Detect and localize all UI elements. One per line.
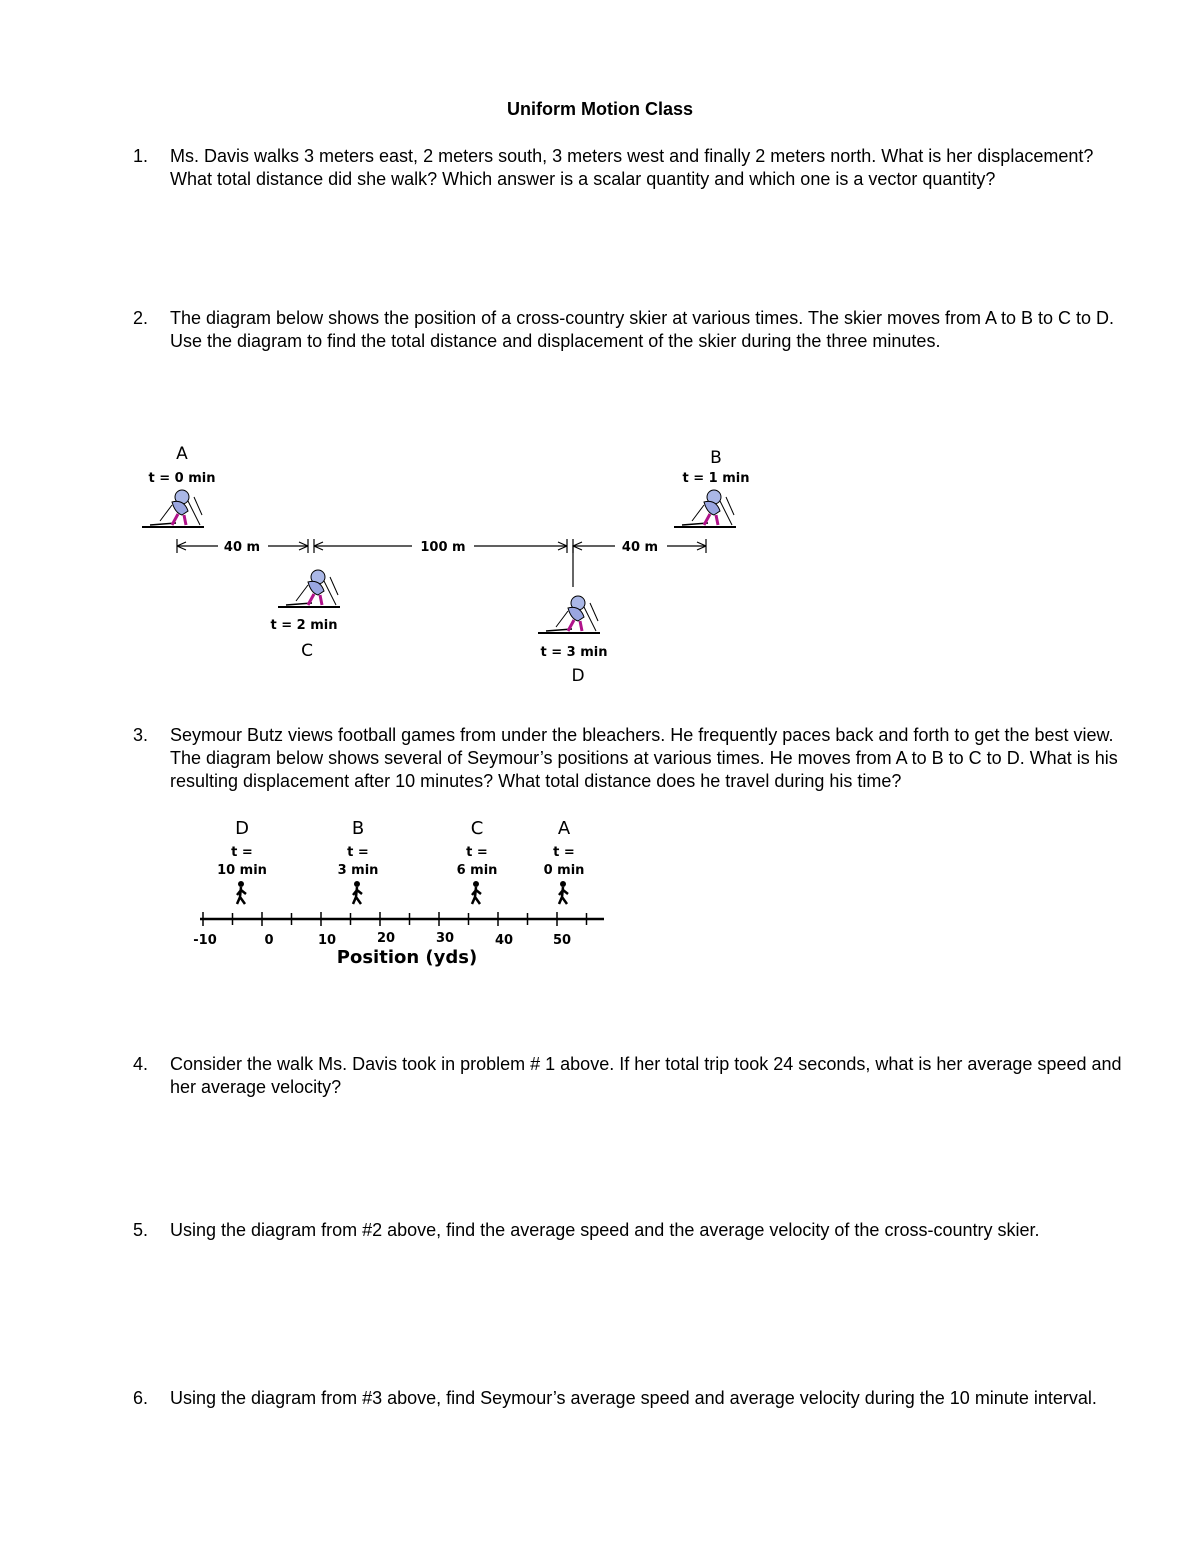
question-number: 6. [133,1388,149,1408]
walker-icon [237,881,246,904]
segment-label: 40 m [621,540,659,555]
point-label: A [176,444,188,464]
skier-point-a [142,444,216,527]
axis-label: Position (yds) [336,947,478,968]
skier-icon [674,490,736,527]
segment-label: 40 m [223,540,261,555]
question-number: 2. [133,308,149,328]
time-label: t = 2 min [270,618,338,633]
tick-label: 20 [376,931,396,946]
question-6 [133,1387,1123,1410]
tick-label: 50 [552,933,572,948]
time-label: 3 min [337,863,379,878]
skier-point-d [538,545,608,686]
question-number: 3. [133,725,149,745]
question-text: Using the diagram from #2 above, find the average speed and the average velocity of the cross-country skier. [170,1220,1040,1240]
time-equals: t = [347,845,369,860]
question-3 [133,724,1123,793]
skier-point-b [674,448,750,527]
time-label: 10 min [217,863,267,878]
point-label: B [710,448,722,468]
tick-label: 40 [494,933,514,948]
question-4 [133,1053,1123,1099]
question-text: Seymour Butz views football games from under the bleachers. He frequently paces back and forth to get the best view. The diagram below shows several of Seymour’s positions at various times. He moves from A to B to C to D. What is his resulting displacement after 10 minutes? What total distance does he travel during his time? [170,725,1118,791]
point-label: D [571,666,585,686]
tick-label: 10 [317,933,337,948]
tick-label: -10 [193,933,217,948]
question-number: 4. [133,1054,149,1074]
question-2 [133,307,1123,353]
point-label: A [557,818,571,839]
time-label: 0 min [543,863,585,878]
time-label: t = 1 min [682,471,750,486]
point-label: B [351,818,365,839]
skier-point-c [271,570,341,661]
time-equals: t = [231,845,253,860]
skier-icon [278,570,340,607]
point-label: C [470,818,484,839]
walker-icon [353,881,362,904]
question-text: Using the diagram from #3 above, find Seymour’s average speed and average velocity during the 10 minute interval. [170,1388,1097,1408]
walker-point-d [217,818,267,904]
question-number: 5. [133,1220,149,1240]
point-label: D [235,818,249,839]
walker-point-b [338,818,379,904]
time-label: 6 min [456,863,498,878]
position-diagram [180,812,620,972]
skier-diagram [130,435,770,695]
segment-label: 100 m [420,540,466,555]
tick-labels [193,931,571,948]
time-label: t = 0 min [148,471,216,486]
question-text: Ms. Davis walks 3 meters east, 2 meters south, 3 meters west and finally 2 meters north. What is her displacement? What total distance did she walk? Which answer is a scalar quantity and which one is a vector quantity? [170,146,1094,189]
page-title: Uniform Motion Class [506,99,693,119]
tick-label: 30 [435,931,455,946]
point-label: C [301,641,313,661]
time-equals: t = [553,845,575,860]
question-text: Consider the walk Ms. Davis took in problem # 1 above. If her total trip took 24 seconds, what is her average speed and her average velocity? [170,1054,1122,1097]
skier-icon [142,490,204,527]
walker-point-a [544,818,585,904]
question-number: 1. [133,146,149,166]
walker-point-c [457,818,498,904]
time-label: t = 3 min [540,645,608,660]
skier-icon [538,596,600,633]
time-equals: t = [466,845,488,860]
tick-label: 0 [264,933,274,948]
question-1 [133,145,1123,191]
question-text: The diagram below shows the position of a cross-country skier at various times. The skier moves from A to B to C to D. Use the diagram to find the total distance and displacement of the skier during the three minutes. [170,308,1115,351]
walker-icon [472,881,481,904]
walker-icon [559,881,568,904]
question-5 [133,1219,1123,1242]
